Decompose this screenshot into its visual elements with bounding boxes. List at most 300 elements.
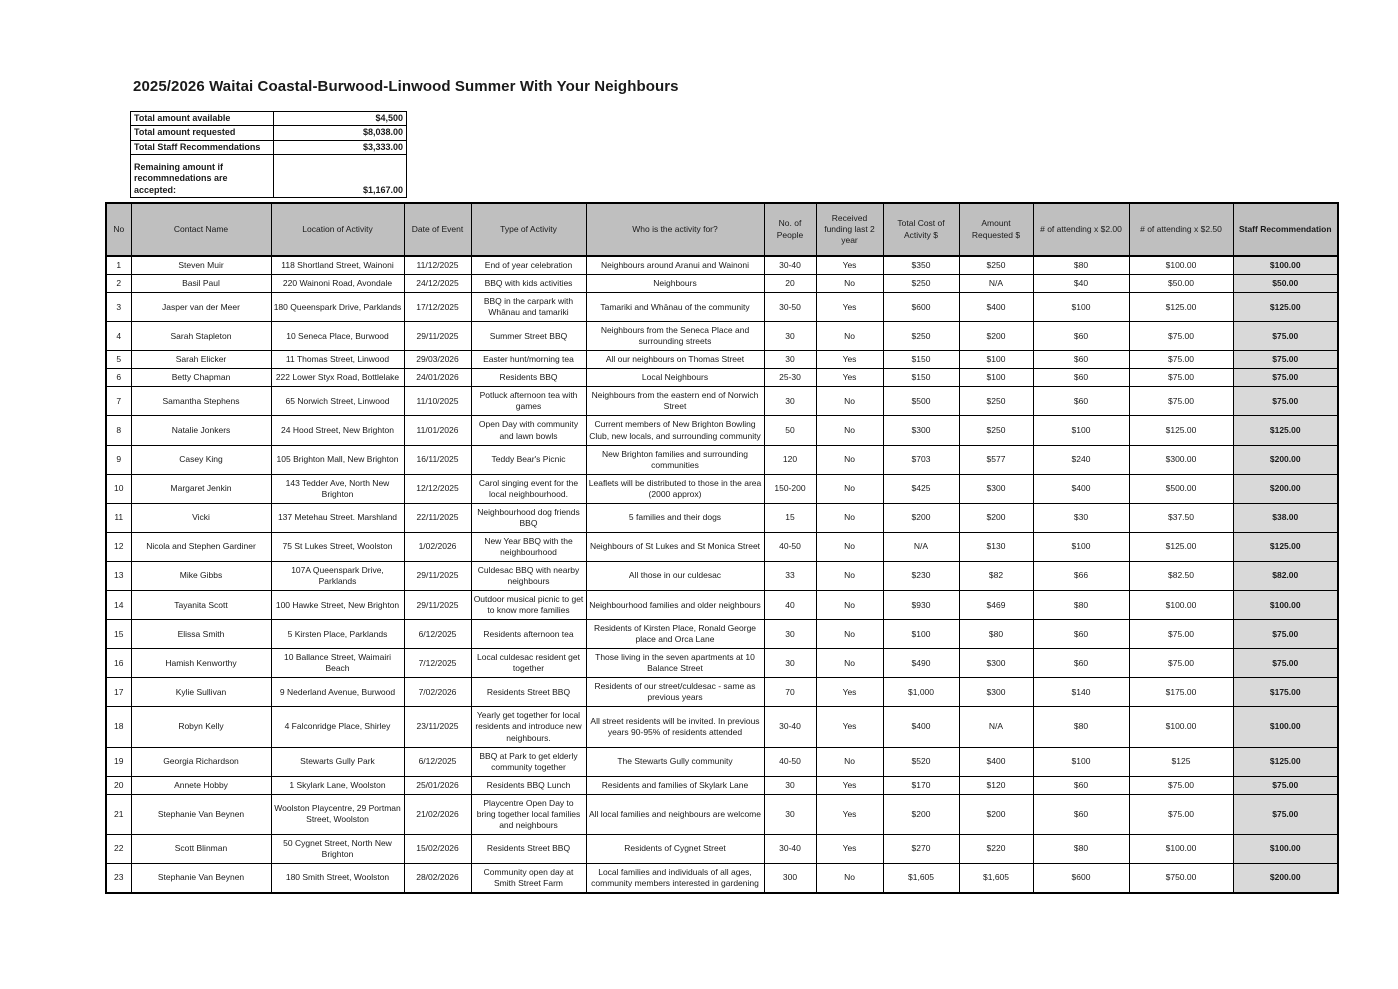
table-cell: Basil Paul (131, 275, 271, 293)
table-cell: No (816, 387, 883, 416)
table-cell: Neighbourhood dog friends BBQ (471, 503, 586, 532)
table-cell: Residents of our street/culdesac - same as previous years (586, 678, 764, 707)
table-cell: Culdesac BBQ with nearby neighbours (471, 561, 586, 590)
table-row (106, 387, 1338, 416)
table-cell: 16/11/2025 (404, 445, 471, 474)
table-cell: No (816, 591, 883, 620)
table-cell: $75.00 (1233, 387, 1338, 416)
table-cell: 33 (764, 561, 816, 590)
table-cell: BBQ in the carpark with Whānau and tamariki (471, 293, 586, 322)
table-cell: $500 (883, 387, 959, 416)
table-cell: 20 (106, 776, 131, 794)
table-cell: $100.00 (1233, 834, 1338, 863)
column-header: No. of People (764, 203, 816, 256)
activities-table-body (106, 256, 1338, 893)
table-row (106, 863, 1338, 893)
column-header: No (106, 203, 131, 256)
table-cell: $100.00 (1233, 591, 1338, 620)
table-cell: 9 (106, 445, 131, 474)
summary-label: Remaining amount if recommnedations are accepted: (131, 154, 274, 197)
table-cell: 30 (764, 620, 816, 649)
table-cell: $125.00 (1233, 293, 1338, 322)
column-header: Contact Name (131, 203, 271, 256)
table-cell: 17/12/2025 (404, 293, 471, 322)
table-cell: 24/01/2026 (404, 369, 471, 387)
table-cell: 11/01/2026 (404, 416, 471, 445)
table-cell: 180 Smith Street, Woolston (271, 863, 404, 893)
table-cell: $60 (1033, 369, 1129, 387)
table-cell: $80 (959, 620, 1033, 649)
table-cell: Residents and families of Skylark Lane (586, 776, 764, 794)
table-cell: $300 (959, 649, 1033, 678)
table-cell: 22 (106, 834, 131, 863)
table-cell: $66 (1033, 561, 1129, 590)
table-cell: 120 (764, 445, 816, 474)
table-cell: $400 (1033, 474, 1129, 503)
table-cell: $75.00 (1233, 369, 1338, 387)
table-cell: $80 (1033, 707, 1129, 747)
table-cell: 15 (764, 503, 816, 532)
table-cell: No (816, 275, 883, 293)
table-cell: All those in our culdesac (586, 561, 764, 590)
table-cell: 16 (106, 649, 131, 678)
table-cell: 7/02/2026 (404, 678, 471, 707)
table-cell: $125.00 (1129, 293, 1233, 322)
table-cell: 29/11/2025 (404, 322, 471, 351)
column-header: Date of Event (404, 203, 471, 256)
table-cell: $75.00 (1233, 794, 1338, 834)
table-cell: $100.00 (1129, 256, 1233, 275)
table-cell: Woolston Playcentre, 29 Portman Street, Woolston (271, 794, 404, 834)
table-cell: $350 (883, 256, 959, 275)
table-cell: 6 (106, 369, 131, 387)
activities-table (105, 202, 1339, 894)
table-cell: $75.00 (1233, 620, 1338, 649)
table-cell: 1 Skylark Lane, Woolston (271, 776, 404, 794)
table-row (106, 474, 1338, 503)
table-cell: 30 (764, 649, 816, 678)
table-cell: $75.00 (1233, 776, 1338, 794)
table-cell: Residents afternoon tea (471, 620, 586, 649)
column-header: Staff Recommendation (1233, 203, 1338, 256)
table-cell: 5 families and their dogs (586, 503, 764, 532)
table-cell: No (816, 561, 883, 590)
table-row (106, 747, 1338, 776)
table-cell: $75.00 (1129, 387, 1233, 416)
table-cell: Stephanie Van Beynen (131, 794, 271, 834)
table-cell: $100 (959, 369, 1033, 387)
table-cell: No (816, 863, 883, 893)
table-cell: Sarah Elicker (131, 351, 271, 369)
table-cell: 10 Seneca Place, Burwood (271, 322, 404, 351)
table-cell: Yes (816, 794, 883, 834)
table-cell: $120 (959, 776, 1033, 794)
table-cell: Outdoor musical picnic to get to know more families (471, 591, 586, 620)
table-cell: 30 (764, 387, 816, 416)
table-row (106, 503, 1338, 532)
table-cell: $140 (1033, 678, 1129, 707)
table-cell: $600 (1033, 863, 1129, 893)
table-cell: $125.00 (1129, 416, 1233, 445)
table-cell: $250 (883, 275, 959, 293)
table-cell: $80 (1033, 591, 1129, 620)
table-cell: 30-40 (764, 707, 816, 747)
table-cell: 7 (106, 387, 131, 416)
column-header: Who is the activity for? (586, 203, 764, 256)
summary-value: $1,167.00 (274, 154, 407, 197)
summary-value: $3,333.00 (274, 140, 407, 154)
table-cell: $300.00 (1129, 445, 1233, 474)
table-cell: $100.00 (1129, 591, 1233, 620)
table-cell: Local Neighbours (586, 369, 764, 387)
table-cell: 222 Lower Styx Road, Bottlelake (271, 369, 404, 387)
table-cell: 180 Queenspark Drive, Parklands (271, 293, 404, 322)
table-cell: 4 (106, 322, 131, 351)
table-cell: 2 (106, 275, 131, 293)
table-cell: $75.00 (1129, 351, 1233, 369)
table-cell: 14 (106, 591, 131, 620)
table-cell: Residents Street BBQ (471, 834, 586, 863)
table-cell: Yes (816, 834, 883, 863)
table-cell: 40-50 (764, 747, 816, 776)
table-cell: $75.00 (1129, 369, 1233, 387)
table-cell: All our neighbours on Thomas Street (586, 351, 764, 369)
table-row (106, 776, 1338, 794)
table-cell: $60 (1033, 776, 1129, 794)
table-cell: $125.00 (1129, 532, 1233, 561)
table-cell: $130 (959, 532, 1033, 561)
table-cell: Easter hunt/morning tea (471, 351, 586, 369)
table-cell: 13 (106, 561, 131, 590)
table-cell: Tayanita Scott (131, 591, 271, 620)
table-cell: $60 (1033, 351, 1129, 369)
table-cell: $150 (883, 369, 959, 387)
summary-label: Total amount requested (131, 126, 274, 140)
table-cell: 107A Queenspark Drive, Parklands (271, 561, 404, 590)
table-cell: $490 (883, 649, 959, 678)
table-cell: No (816, 416, 883, 445)
table-cell: Residents of Cygnet Street (586, 834, 764, 863)
table-cell: 30 (764, 776, 816, 794)
table-cell: 1/02/2026 (404, 532, 471, 561)
table-cell: 75 St Lukes Street, Woolston (271, 532, 404, 561)
table-cell: $125.00 (1233, 747, 1338, 776)
table-cell: Potluck afternoon tea with games (471, 387, 586, 416)
table-cell: No (816, 747, 883, 776)
table-cell: $200 (959, 322, 1033, 351)
table-cell: Residents of Kirsten Place, Ronald George place and Orca Lane (586, 620, 764, 649)
table-row (106, 532, 1338, 561)
table-cell: Current members of New Brighton Bowling Club, new locals, and surrounding community (586, 416, 764, 445)
table-cell: $75.00 (1129, 620, 1233, 649)
table-cell: Neighbours around Aranui and Wainoni (586, 256, 764, 275)
table-cell: 6/12/2025 (404, 747, 471, 776)
table-cell: 50 Cygnet Street, North New Brighton (271, 834, 404, 863)
table-cell: 7/12/2025 (404, 649, 471, 678)
table-cell: $150 (883, 351, 959, 369)
table-cell: 30 (764, 794, 816, 834)
table-row (106, 620, 1338, 649)
table-cell: Tamariki and Whānau of the community (586, 293, 764, 322)
table-cell: 24 Hood Street, New Brighton (271, 416, 404, 445)
table-cell: Neighbours from the eastern end of Norwich Street (586, 387, 764, 416)
table-cell: 40-50 (764, 532, 816, 561)
table-cell: N/A (883, 532, 959, 561)
table-cell: Natalie Jonkers (131, 416, 271, 445)
table-cell: New Brighton families and surrounding communities (586, 445, 764, 474)
table-cell: Hamish Kenworthy (131, 649, 271, 678)
table-cell: N/A (959, 707, 1033, 747)
table-cell: Community open day at Smith Street Farm (471, 863, 586, 893)
table-row (106, 678, 1338, 707)
table-cell: $82.50 (1129, 561, 1233, 590)
table-cell: 25/01/2026 (404, 776, 471, 794)
table-cell: Scott Blinman (131, 834, 271, 863)
summary-value: $4,500 (274, 112, 407, 126)
table-cell: $170 (883, 776, 959, 794)
table-row (106, 561, 1338, 590)
table-cell: $75.00 (1129, 776, 1233, 794)
table-row (106, 591, 1338, 620)
table-cell: 3 (106, 293, 131, 322)
table-cell: $300 (959, 678, 1033, 707)
table-row (106, 445, 1338, 474)
table-cell: Samantha Stephens (131, 387, 271, 416)
table-cell: Yearly get together for local residents and introduce new neighbours. (471, 707, 586, 747)
table-cell: $250 (959, 256, 1033, 275)
table-cell: Those living in the seven apartments at 10 Balance Street (586, 649, 764, 678)
table-cell: Local culdesac resident get together (471, 649, 586, 678)
table-cell: $1,605 (959, 863, 1033, 893)
table-cell: $82 (959, 561, 1033, 590)
table-cell: 143 Tedder Ave, North New Brighton (271, 474, 404, 503)
summary-table (130, 111, 407, 198)
table-cell: $75.00 (1129, 794, 1233, 834)
table-cell: 118 Shortland Street, Wainoni (271, 256, 404, 275)
table-cell: 11/12/2025 (404, 256, 471, 275)
table-cell: 300 (764, 863, 816, 893)
table-cell: All local families and neighbours are welcome (586, 794, 764, 834)
table-cell: Yes (816, 293, 883, 322)
table-cell: $100.00 (1129, 834, 1233, 863)
table-cell: Yes (816, 369, 883, 387)
table-cell: 29/03/2026 (404, 351, 471, 369)
table-cell: $82.00 (1233, 561, 1338, 590)
table-cell: $75.00 (1129, 649, 1233, 678)
table-cell: 5 (106, 351, 131, 369)
table-cell: Nicola and Stephen Gardiner (131, 532, 271, 561)
column-header: # of attending x $2.50 (1129, 203, 1233, 256)
table-cell: 65 Norwich Street, Linwood (271, 387, 404, 416)
table-cell: $175.00 (1233, 678, 1338, 707)
table-cell: Stewarts Gully Park (271, 747, 404, 776)
table-cell: 40 (764, 591, 816, 620)
table-cell: $175.00 (1129, 678, 1233, 707)
table-cell: $100 (1033, 747, 1129, 776)
table-cell: 70 (764, 678, 816, 707)
table-cell: $200.00 (1233, 445, 1338, 474)
table-cell: 21 (106, 794, 131, 834)
table-cell: 30 (764, 351, 816, 369)
column-header: Amount Requested $ (959, 203, 1033, 256)
table-cell: No (816, 503, 883, 532)
table-cell: Yes (816, 678, 883, 707)
table-cell: BBQ at Park to get elderly community together (471, 747, 586, 776)
table-cell: $75.00 (1233, 351, 1338, 369)
table-row (106, 275, 1338, 293)
table-cell: $75.00 (1233, 322, 1338, 351)
table-cell: $75.00 (1129, 322, 1233, 351)
table-cell: $37.50 (1129, 503, 1233, 532)
summary-value: $8,038.00 (274, 126, 407, 140)
table-cell: $469 (959, 591, 1033, 620)
table-row (106, 351, 1338, 369)
table-cell: 23/11/2025 (404, 707, 471, 747)
table-cell: No (816, 445, 883, 474)
table-cell: The Stewarts Gully community (586, 747, 764, 776)
table-cell: 1 (106, 256, 131, 275)
table-cell: New Year BBQ with the neighbourhood (471, 532, 586, 561)
table-cell: $703 (883, 445, 959, 474)
table-cell: No (816, 649, 883, 678)
column-header: Location of Activity (271, 203, 404, 256)
table-row (106, 369, 1338, 387)
table-cell: 15 (106, 620, 131, 649)
table-cell: $60 (1033, 649, 1129, 678)
summary-label: Total Staff Recommendations (131, 140, 274, 154)
table-cell: $200 (959, 503, 1033, 532)
table-cell: Yes (816, 351, 883, 369)
table-cell: Neighbours from the Seneca Place and surrounding streets (586, 322, 764, 351)
table-cell: No (816, 620, 883, 649)
table-cell: $100 (959, 351, 1033, 369)
table-row (106, 416, 1338, 445)
table-cell: 17 (106, 678, 131, 707)
table-cell: $425 (883, 474, 959, 503)
table-cell: 6/12/2025 (404, 620, 471, 649)
table-cell: 21/02/2026 (404, 794, 471, 834)
table-cell: $400 (959, 747, 1033, 776)
table-row (106, 834, 1338, 863)
table-cell: $125.00 (1233, 532, 1338, 561)
table-cell: 9 Nederland Avenue, Burwood (271, 678, 404, 707)
table-cell: 30-40 (764, 834, 816, 863)
table-cell: 150-200 (764, 474, 816, 503)
table-cell: $100 (1033, 416, 1129, 445)
table-cell: $80 (1033, 256, 1129, 275)
table-cell: $38.00 (1233, 503, 1338, 532)
table-cell: $75.00 (1233, 649, 1338, 678)
table-cell: 20 (764, 275, 816, 293)
table-cell: $520 (883, 747, 959, 776)
table-cell: 10 (106, 474, 131, 503)
table-cell: 18 (106, 707, 131, 747)
table-cell: $200.00 (1233, 863, 1338, 893)
table-cell: 220 Wainoni Road, Avondale (271, 275, 404, 293)
table-row (106, 794, 1338, 834)
table-cell: $240 (1033, 445, 1129, 474)
table-cell: $200 (883, 794, 959, 834)
table-cell: $300 (883, 416, 959, 445)
table-cell: Elissa Smith (131, 620, 271, 649)
summary-label: Total amount available (131, 112, 274, 126)
table-cell: 8 (106, 416, 131, 445)
table-cell: $577 (959, 445, 1033, 474)
summary-row (131, 154, 407, 197)
table-cell: All street residents will be invited. In previous years 90-95% of residents attended (586, 707, 764, 747)
table-cell: Residents Street BBQ (471, 678, 586, 707)
table-cell: No (816, 322, 883, 351)
table-cell: Kylie Sullivan (131, 678, 271, 707)
table-cell: $230 (883, 561, 959, 590)
table-cell: Residents BBQ Lunch (471, 776, 586, 794)
table-cell: No (816, 532, 883, 561)
table-cell: $200.00 (1233, 474, 1338, 503)
table-cell: $1,605 (883, 863, 959, 893)
table-cell: Annete Hobby (131, 776, 271, 794)
table-cell: 11 Thomas Street, Linwood (271, 351, 404, 369)
table-cell: 29/11/2025 (404, 561, 471, 590)
table-cell: 5 Kirsten Place, Parklands (271, 620, 404, 649)
table-cell: 23 (106, 863, 131, 893)
table-cell: Casey King (131, 445, 271, 474)
table-cell: $40 (1033, 275, 1129, 293)
table-cell: 137 Metehau Street. Marshland (271, 503, 404, 532)
table-cell: $750.00 (1129, 863, 1233, 893)
table-cell: 28/02/2026 (404, 863, 471, 893)
table-cell: $50.00 (1233, 275, 1338, 293)
table-cell: Open Day with community and lawn bowls (471, 416, 586, 445)
summary-row (131, 126, 407, 140)
table-cell: 24/12/2025 (404, 275, 471, 293)
table-cell: Betty Chapman (131, 369, 271, 387)
table-cell: $50.00 (1129, 275, 1233, 293)
column-header: Received funding last 2 year (816, 203, 883, 256)
table-cell: $600 (883, 293, 959, 322)
table-cell: 12 (106, 532, 131, 561)
column-header: Type of Activity (471, 203, 586, 256)
table-header-row (106, 203, 1338, 256)
table-cell: 11/10/2025 (404, 387, 471, 416)
table-cell: $400 (959, 293, 1033, 322)
table-cell: $500.00 (1129, 474, 1233, 503)
summary-row (131, 112, 407, 126)
table-cell: Residents BBQ (471, 369, 586, 387)
table-cell: Neighbours of St Lukes and St Monica Street (586, 532, 764, 561)
table-cell: BBQ with kids activities (471, 275, 586, 293)
table-row (106, 649, 1338, 678)
table-cell: 50 (764, 416, 816, 445)
table-cell: 11 (106, 503, 131, 532)
table-cell: 12/12/2025 (404, 474, 471, 503)
column-header: Total Cost of Activity $ (883, 203, 959, 256)
table-cell: End of year celebration (471, 256, 586, 275)
table-cell: Summer Street BBQ (471, 322, 586, 351)
table-cell: $60 (1033, 620, 1129, 649)
table-cell: Yes (816, 776, 883, 794)
table-cell: $100.00 (1129, 707, 1233, 747)
table-cell: $60 (1033, 322, 1129, 351)
table-cell: 22/11/2025 (404, 503, 471, 532)
table-cell: $80 (1033, 834, 1129, 863)
table-row (106, 256, 1338, 275)
table-cell: Margaret Jenkin (131, 474, 271, 503)
table-cell: $125 (1129, 747, 1233, 776)
table-cell: 30 (764, 322, 816, 351)
table-cell: Leaflets will be distributed to those in the area (2000 approx) (586, 474, 764, 503)
table-cell: Steven Muir (131, 256, 271, 275)
table-cell: 25-30 (764, 369, 816, 387)
